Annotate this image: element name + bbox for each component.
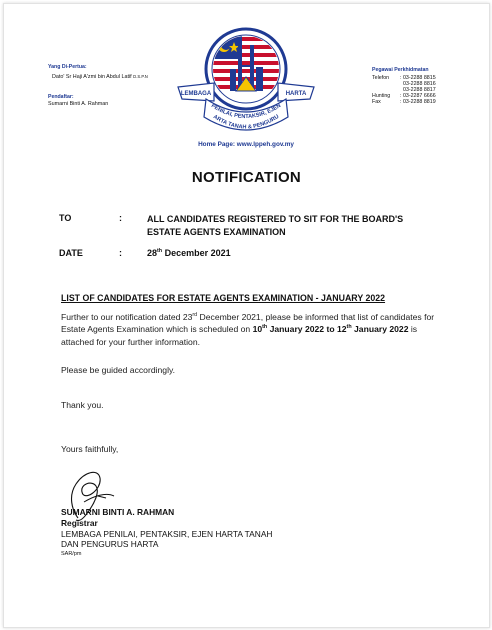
homepage-link[interactable]: Home Page: www.lppeh.gov.my bbox=[198, 141, 294, 148]
contact-row: Hunting : 03-2287 6666 bbox=[372, 93, 436, 99]
board-logo-seal bbox=[176, 25, 316, 143]
yang-dipertua-label: Yang Di-Pertua: bbox=[48, 64, 87, 70]
reference-code: SAR/pm bbox=[61, 551, 82, 557]
contact-row: Fax : 03-2288 8819 bbox=[372, 99, 436, 105]
contact-row: 03-2288 8817 bbox=[403, 87, 436, 93]
signatory-name: SUMARNI BINTI A. RAHMAN bbox=[61, 507, 175, 517]
pendaftar-label: Pendaftar: bbox=[48, 94, 74, 100]
yang-dipertua-name: Dato' Sr Haji A'zmi bin Abdul Latif D.S.P.N bbox=[52, 74, 148, 80]
contacts-label: Pegawai Perkhidmatan bbox=[372, 67, 429, 73]
logo-banner-line1: PENILAI, PENTAKSIR, EJEN bbox=[209, 102, 283, 121]
to-colon: : bbox=[119, 213, 122, 223]
logo-text-right: HARTA bbox=[285, 91, 307, 97]
date-label: DATE bbox=[59, 248, 83, 258]
contact-row: Telefon : 03-2288 8815 bbox=[372, 75, 436, 81]
date-value: 28th December 2021 bbox=[147, 248, 231, 258]
contact-row: 03-2288 8816 bbox=[403, 81, 436, 87]
signatory-org-line1: LEMBAGA PENILAI, PENTAKSIR, EJEN HARTA TANAH bbox=[61, 529, 273, 539]
closing-line: Yours faithfully, bbox=[61, 444, 119, 454]
pendaftar-name: Sumarni Binti A. Rahman bbox=[48, 101, 109, 107]
page-title: NOTIFICATION bbox=[191, 169, 302, 186]
paragraph-main: Further to our notification dated 23rd December 2021, please be informed that list of candidates for Estate Agents Examination which is scheduled on 10th January 2022 to 12th January 2022 is attached for your further information. bbox=[61, 312, 435, 347]
logo-text-left: LEMBAGA bbox=[180, 91, 212, 97]
to-value: ALL CANDIDATES REGISTERED TO SIT FOR THE BOARD'S ESTATE AGENTS EXAMINATION bbox=[147, 214, 404, 237]
signatory-title: Registrar bbox=[61, 518, 98, 528]
document-page bbox=[3, 3, 490, 628]
paragraph-thanks: Thank you. bbox=[61, 400, 104, 410]
paragraph-guided: Please be guided accordingly. bbox=[61, 365, 176, 375]
signatory-org-line2: DAN PENGURUS HARTA bbox=[61, 539, 159, 549]
subject-heading: LIST OF CANDIDATES FOR ESTATE AGENTS EXAMINATION - JANUARY 2022 bbox=[61, 293, 386, 303]
logo-banner-line2: ARTA TANAH & PENGURU bbox=[211, 113, 281, 131]
to-label: TO bbox=[59, 213, 72, 223]
date-colon: : bbox=[119, 248, 122, 258]
contacts-list bbox=[372, 75, 436, 105]
